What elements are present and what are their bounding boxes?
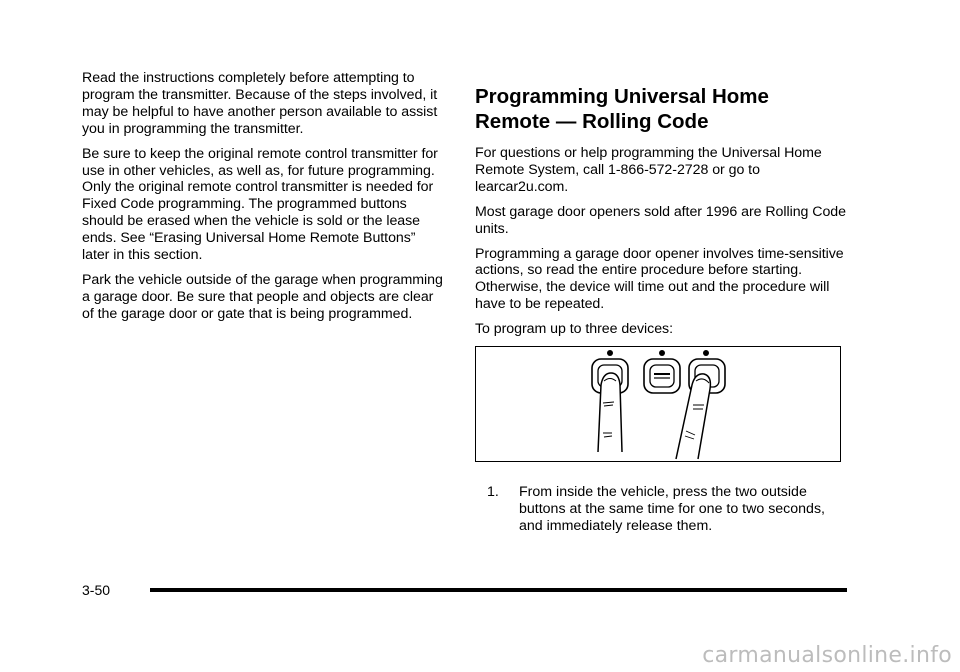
watermark: carmanualsonline.info: [702, 643, 952, 668]
paragraph-time-sensitive: Programming a garage door opener involves time-sensitive actions, so read the entire procedure before starting. Otherwise, the device will time out and the procedure will have to be repeated.: [475, 245, 844, 313]
left-column: [82, 70, 444, 331]
paragraph-rolling-code-units: Most garage door openers sold after 1996 are Rolling Code units.: [475, 203, 846, 237]
paragraph-keep-original: Be sure to keep the original remote control transmitter for use in other vehicles, as well as, for future programming. Only the original remote control transmitter is needed for Fixed Code programming. The programmed buttons should be erased when the vehicle is sold or the lease ends. See “Erasing Universal Home Remote Buttons” later in this section.: [82, 145, 438, 264]
steps-list: [475, 484, 847, 535]
fingers-pressing-buttons-icon: [476, 347, 842, 463]
step-number: 1.: [487, 484, 499, 501]
paragraph-read-instructions: Read the instructions completely before attempting to program the transmitter. Because of the steps involved, it may be helpful to have another person available to assist you in programming the transmitter.: [82, 70, 438, 137]
right-column: [475, 84, 847, 535]
footer-divider: [150, 588, 847, 592]
page-number: 3-50: [82, 582, 111, 598]
list-item: [487, 484, 847, 535]
paragraph-park-vehicle: Park the vehicle outside of the garage when programming a garage door. Be sure that people and objects are clear of the garage door or gate that is being programmed.: [82, 271, 443, 322]
paragraph-program-three: To program up to three devices:: [475, 321, 673, 338]
section-heading: Programming Universal Home Remote — Rolling Code: [475, 85, 769, 133]
button-press-illustration: [475, 346, 841, 462]
step-text: From inside the vehicle, press the two outside buttons at the same time for one to two seconds, and immediately release them.: [519, 484, 825, 534]
paragraph-questions-help: For questions or help programming the Universal Home Remote System, call 1-866-572-2728 or go to learcar2u.com.: [475, 145, 822, 195]
